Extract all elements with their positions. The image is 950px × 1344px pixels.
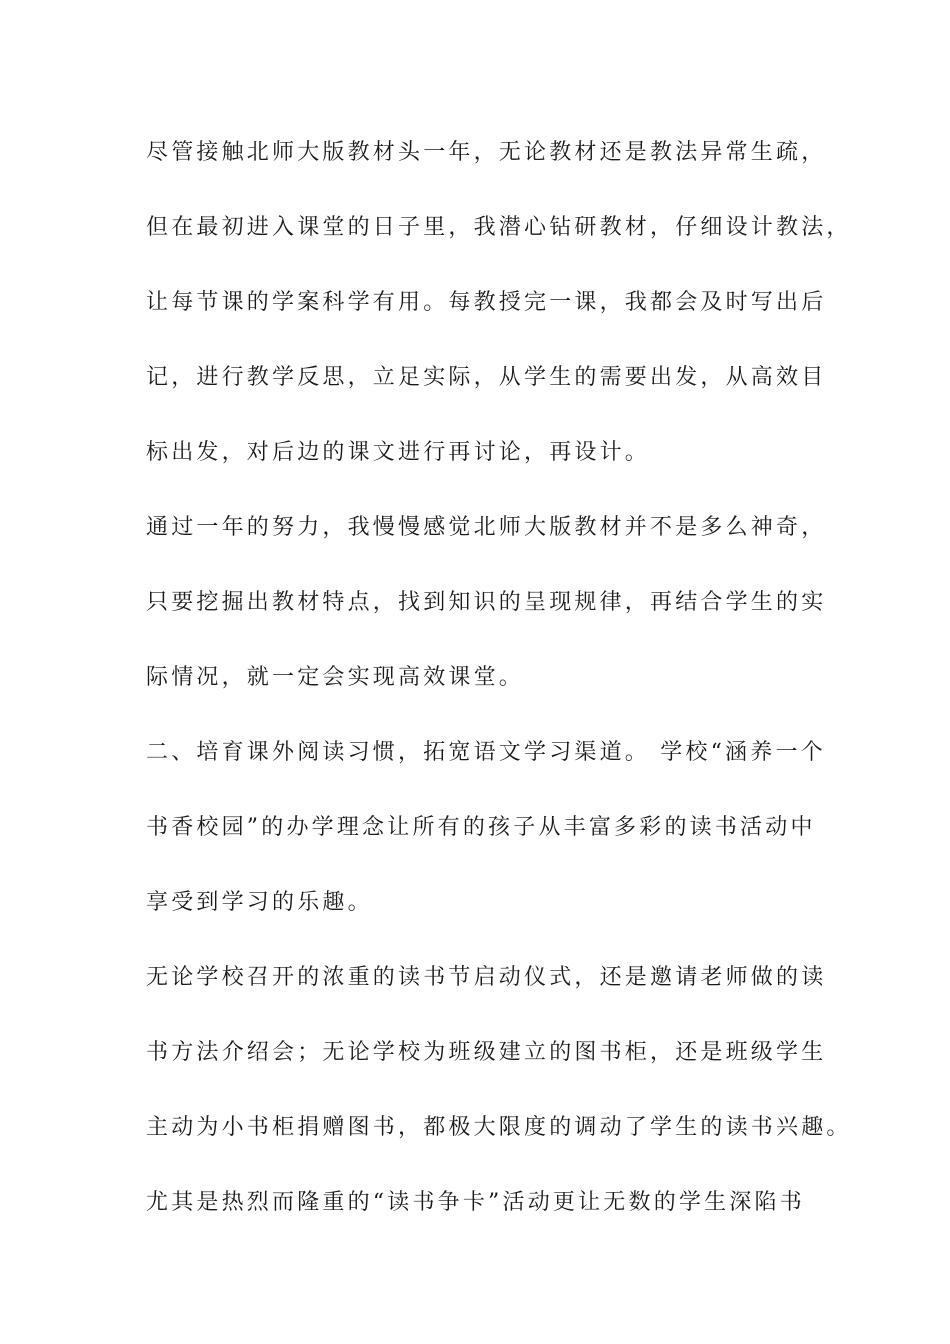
- text-line: 无论学校召开的浓重的读书节启动仪式，还是邀请老师做的读: [146, 965, 827, 990]
- text-line: 书香校园”的办学理念让所有的孩子从丰富多彩的读书活动中: [146, 815, 816, 840]
- text-line: 尽管接触北师大版教材头一年，无论教材还是教法异常生疏，: [146, 140, 827, 165]
- section-heading-line: 二、培育课外阅读习惯，拓宽语文学习渠道。 学校“涵养一个: [146, 740, 826, 765]
- text-line: 通过一年的努力，我慢慢感觉北师大版教材并不是多么神奇，: [146, 515, 827, 540]
- text-line: 享受到学习的乐趣。: [146, 890, 373, 915]
- text-line: 际情况，就一定会实现高效课堂。: [146, 665, 525, 690]
- text-line: 主动为小书柜捐赠图书，都极大限度的调动了学生的读书兴趣。: [146, 1115, 852, 1140]
- text-line: 记，进行教学反思，立足实际，从学生的需要出发，从高效目: [146, 365, 827, 390]
- text-line: 书方法介绍会；无论学校为班级建立的图书柜，还是班级学生: [146, 1040, 827, 1065]
- text-line: 让每节课的学案科学有用。每教授完一课，我都会及时写出后: [146, 290, 827, 315]
- text-line: 标出发，对后边的课文进行再讨论，再设计。: [146, 440, 651, 465]
- text-line: 尤其是热烈而隆重的“读书争卡”活动更让无数的学生深陷书: [146, 1190, 805, 1215]
- text-line: 只要挖掘出教材特点，找到知识的呈现规律，再结合学生的实: [146, 590, 827, 615]
- text-line: 但在最初进入课堂的日子里，我潜心钻研教材，仔细设计教法，: [146, 215, 852, 240]
